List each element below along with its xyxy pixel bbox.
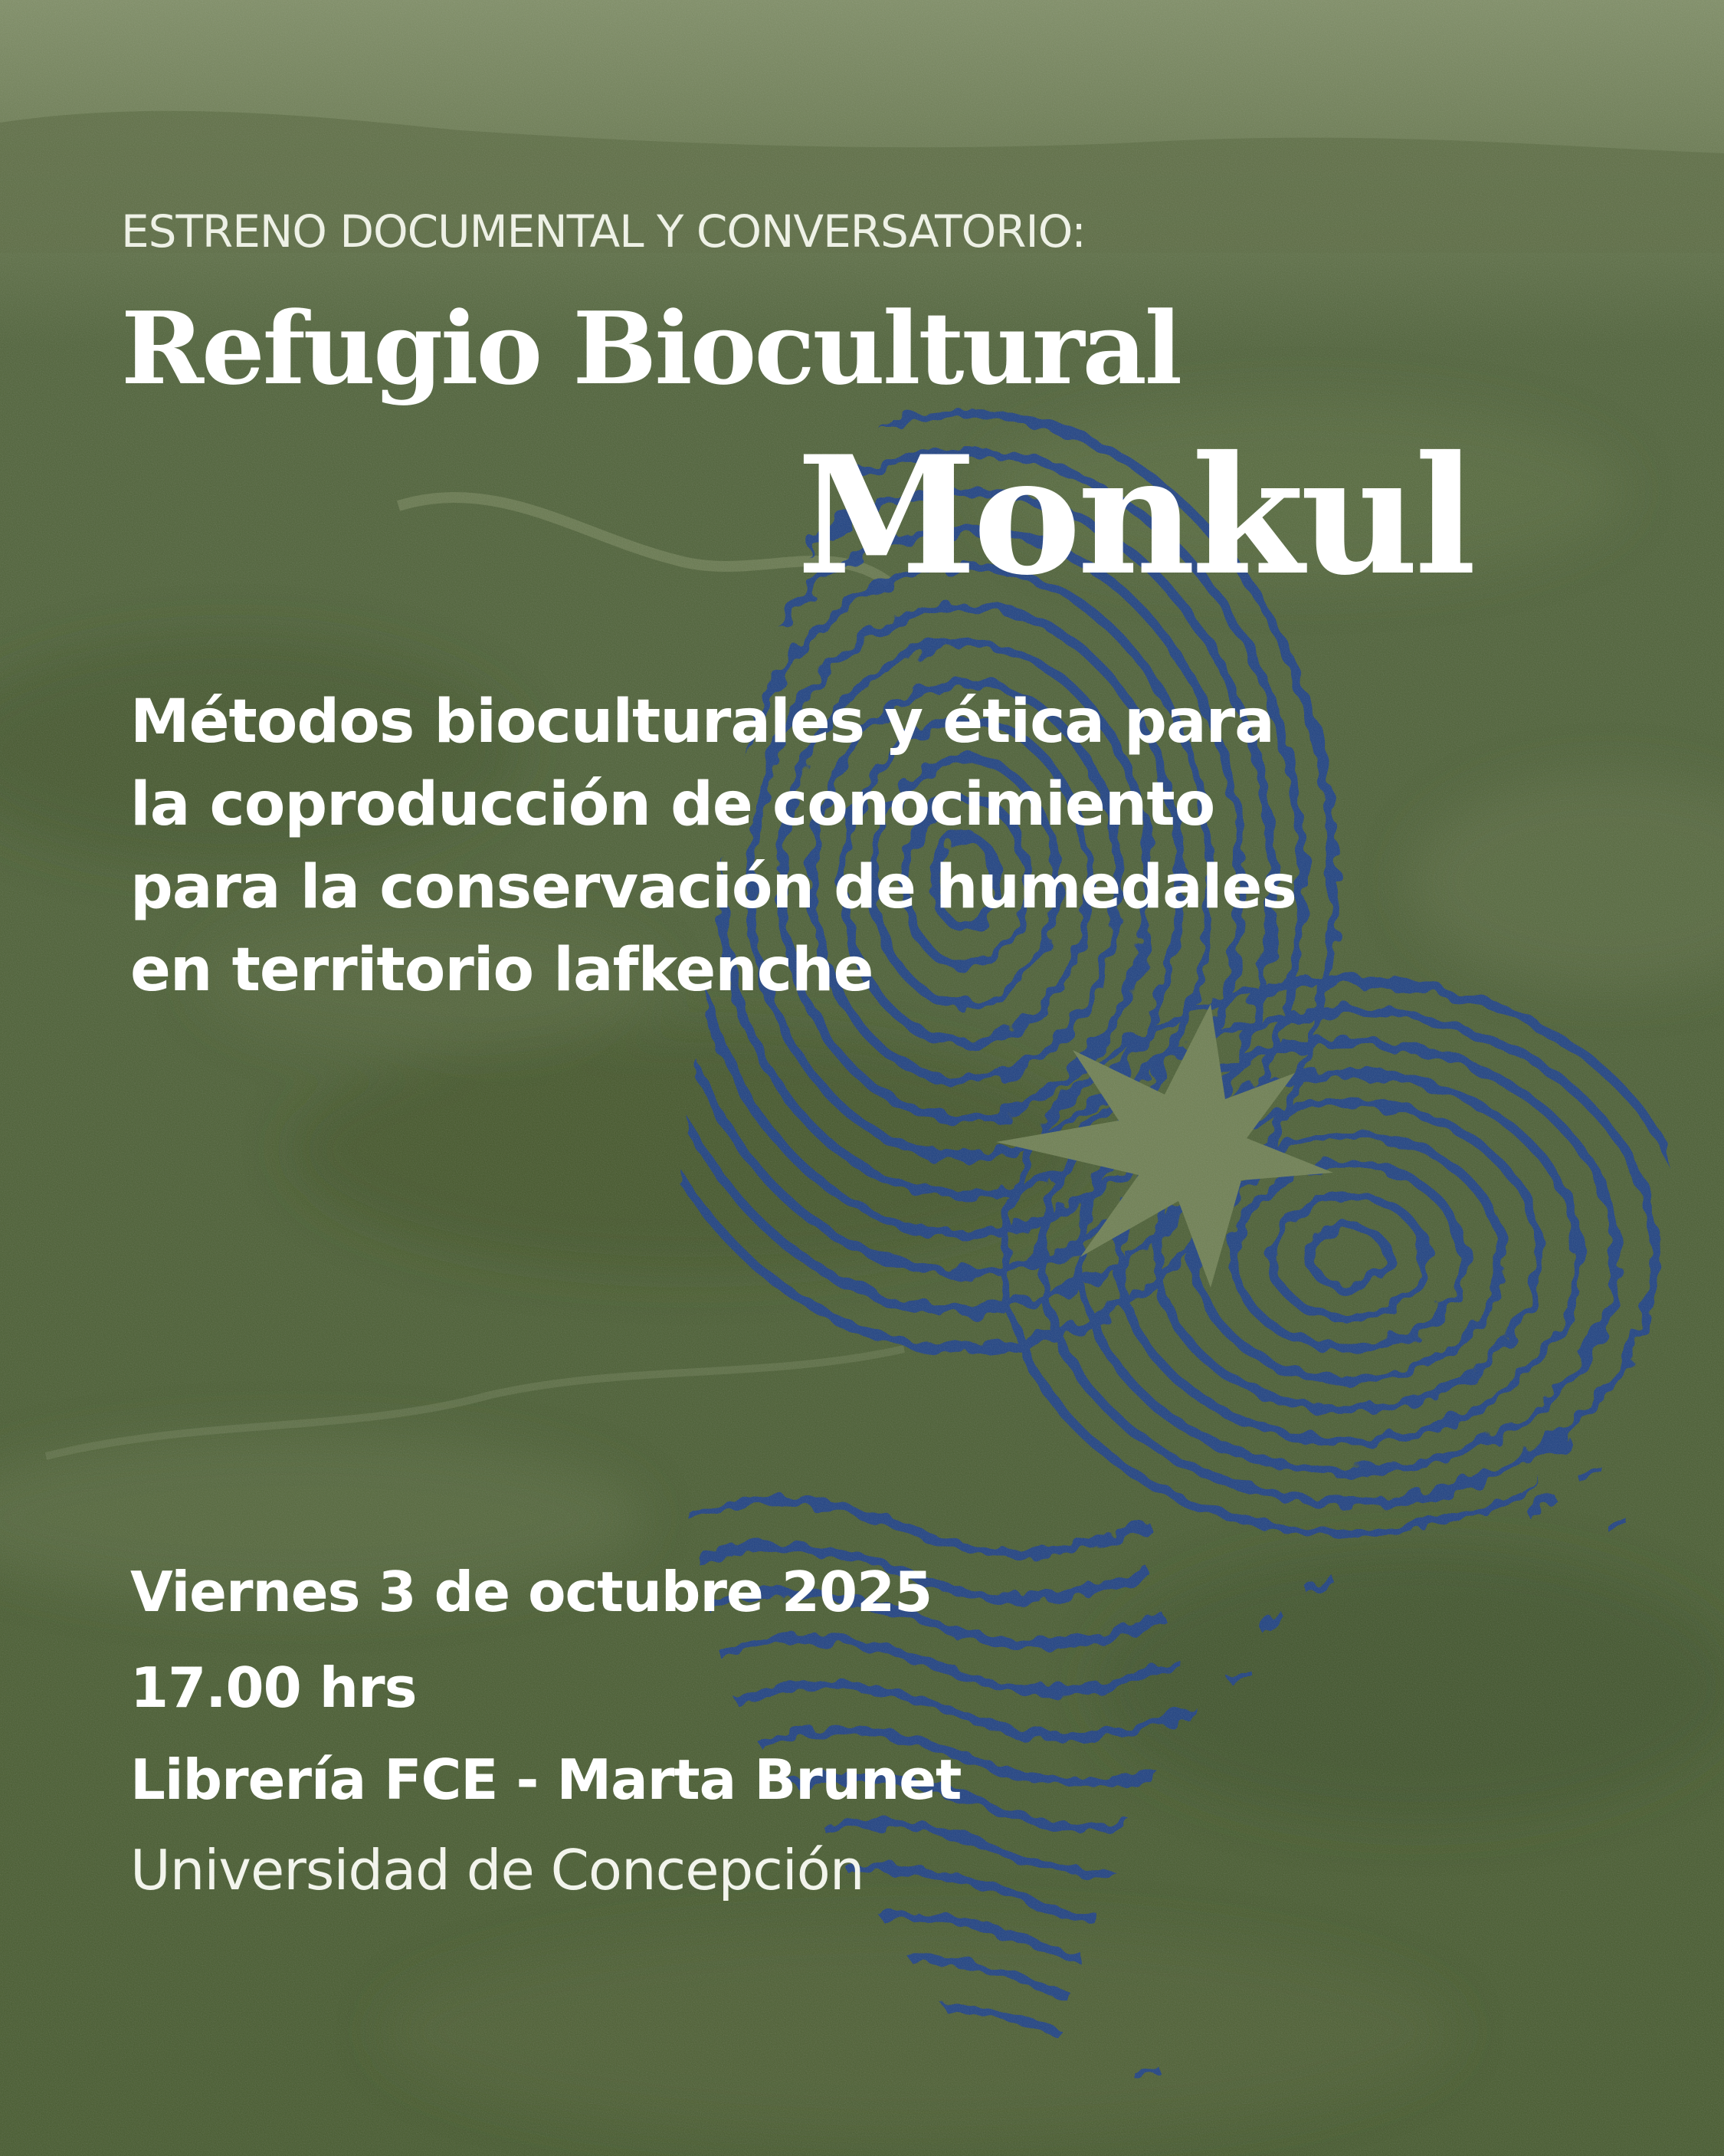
subtitle-line: la coproducción de conocimiento	[130, 770, 1215, 839]
event-kicker: ESTRENO DOCUMENTAL Y CONVERSATORIO:	[121, 205, 1086, 258]
event-venue: Librería FCE - Marta Brunet	[130, 1747, 962, 1812]
subtitle-line: en territorio lafkenche	[130, 936, 873, 1005]
title-line-1: Refugio Biocultural	[121, 290, 1181, 407]
subtitle-line: para la conservación de humedales	[130, 853, 1296, 922]
event-date: Viernes 3 de octubre 2025	[130, 1560, 932, 1624]
title-line-2: Monkul	[797, 420, 1473, 611]
subtitle-line: Métodos bioculturales y ética para	[130, 687, 1274, 756]
event-institution: Universidad de Concepción	[130, 1838, 864, 1902]
event-time: 17.00 hrs	[130, 1656, 417, 1720]
subtitle	[130, 681, 1296, 1012]
